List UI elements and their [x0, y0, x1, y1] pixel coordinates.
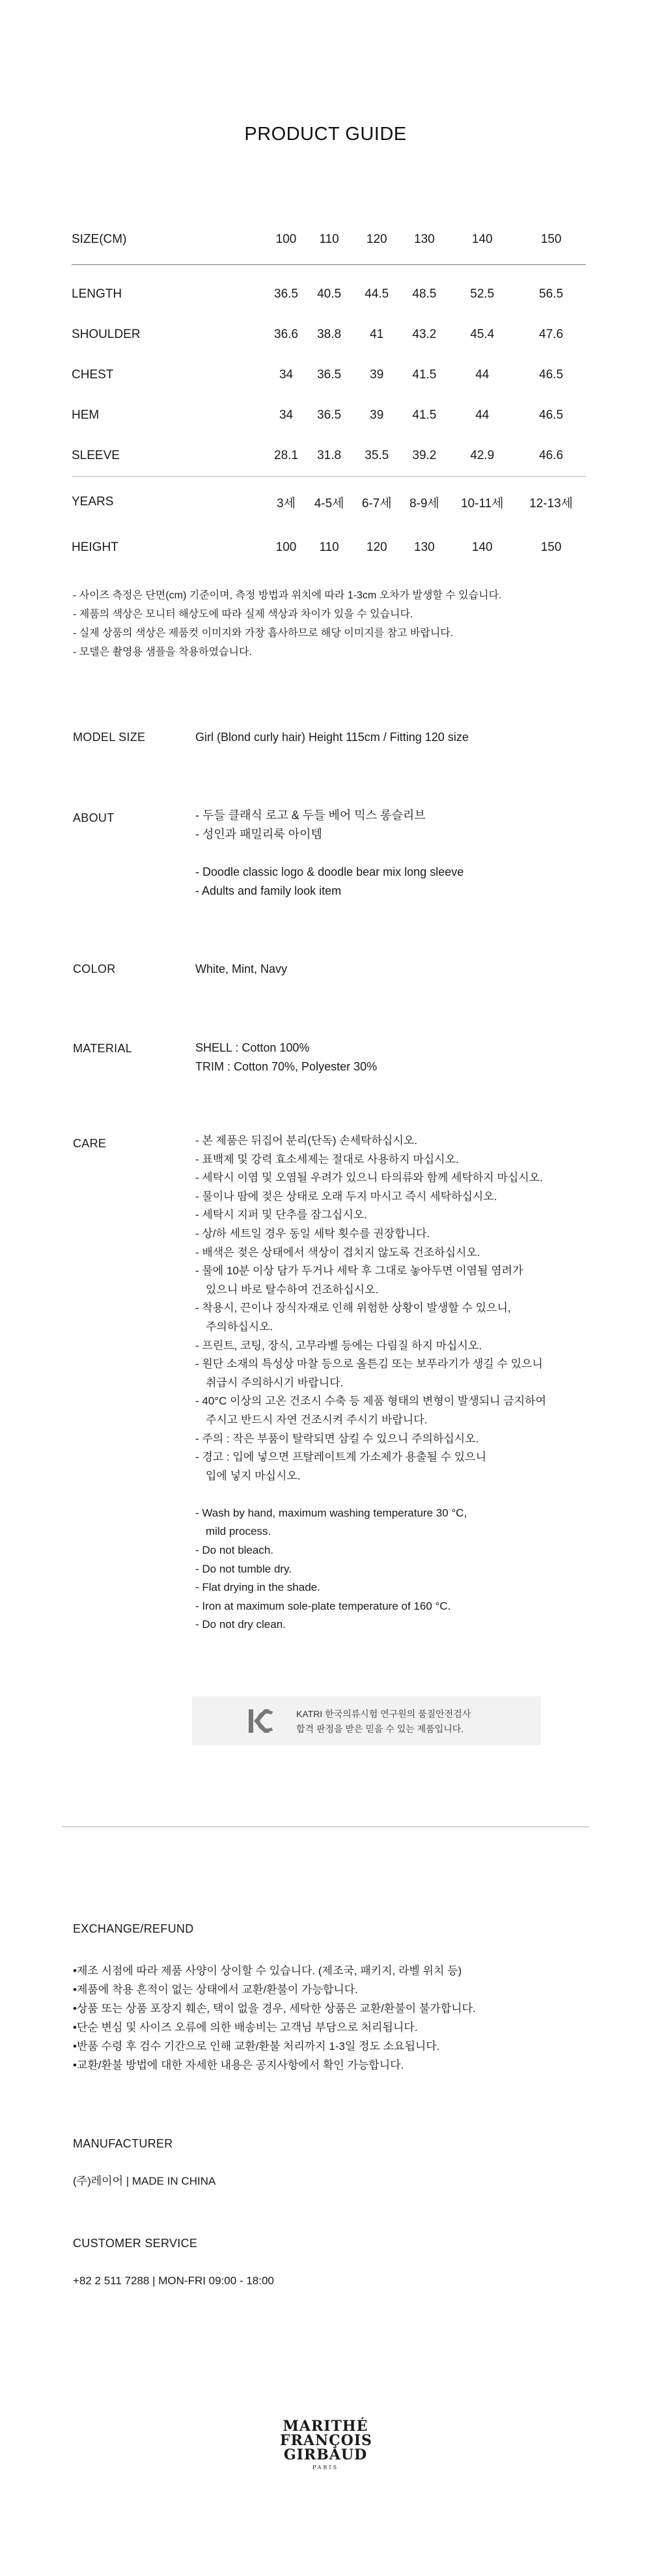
care-text: [195, 1132, 546, 1634]
table-row: [72, 265, 586, 315]
row-label: HEM: [72, 408, 100, 422]
table-cell: 56.5: [539, 287, 564, 301]
care-line: - 상/하 세트일 경우 동일 세탁 횟수를 권장합니다.: [195, 1227, 430, 1240]
care-line: - 표백제 및 강력 효소세제는 절대로 사용하지 마십시오.: [195, 1153, 459, 1166]
exchange-line: •제품에 착용 흔적이 없는 상태에서 교환/환불이 가능합니다.: [73, 1983, 358, 1996]
header-cell: 150: [516, 215, 586, 265]
note-line: - 실제 상품의 색상은 제품컷 이미지와 가장 흡사하므로 해당 이미지를 참고 바랍니다.: [73, 628, 454, 639]
color-value: White, Mint, Navy: [195, 962, 288, 975]
care-line: - 세탁시 지퍼 및 단추를 잠그십시오.: [195, 1209, 367, 1222]
spacer: [195, 844, 464, 863]
table-cell: 12-13세: [516, 477, 586, 528]
about-label: ABOUT: [73, 811, 115, 824]
table-row: [72, 477, 586, 528]
row-label: LENGTH: [72, 287, 122, 301]
katri-line: KATRI 한국의류시험 연구원의 품질안전검사: [296, 1709, 471, 1719]
table-cell: 35.5: [365, 449, 389, 462]
care-line: 입에 넣지 마십시오.: [206, 1469, 301, 1482]
care-line: - 본 제품은 뒤집어 분리(단독) 손세탁하십시오.: [195, 1134, 417, 1147]
table-row: [72, 395, 586, 436]
note-line: - 모델은 촬영용 샘플을 착용하였습니다.: [73, 647, 252, 658]
table-cell: 41: [370, 328, 384, 341]
care-line: - 주의 : 작은 부품이 탈락되면 삼킬 수 있으니 주의하십시오.: [195, 1432, 479, 1445]
header-cell: 110: [305, 215, 353, 265]
exchange-line: •교환/환불 방법에 대한 자세한 내용은 공지사항에서 확인 가능합니다.: [73, 2059, 404, 2071]
table-cell: 39: [370, 408, 384, 422]
table-row: [72, 527, 586, 568]
header-cell: SIZE(CM): [72, 215, 267, 265]
table-cell: 140: [471, 540, 493, 554]
row-label: HEIGHT: [72, 540, 118, 554]
material-text: [195, 1039, 377, 1076]
table-cell: 110: [319, 540, 339, 554]
table-cell: 100: [275, 540, 297, 554]
care-line: - Wash by hand, maximum washing temperature 30 °C,: [195, 1506, 467, 1519]
care-line: - Do not dry clean.: [195, 1618, 286, 1631]
material-line: SHELL : Cotton 100%: [195, 1041, 310, 1054]
page-title: PRODUCT GUIDE: [244, 124, 407, 145]
header-cell: 140: [448, 215, 516, 265]
brand-logo: [280, 2419, 371, 2471]
note-line: - 사이즈 측정은 단면(cm) 기준이며, 측정 방법과 위치에 따라 1-3cm 오차가 발생할 수 있습니다.: [73, 590, 502, 601]
color-label: COLOR: [73, 962, 116, 975]
care-line: 있으니 바로 탈수하여 건조하십시오.: [206, 1283, 379, 1296]
table-cell: 34: [279, 368, 294, 382]
exchange-line: •제조 시점에 따라 제품 사양이 상이할 수 있습니다. (제조국, 패키지, 라벨 위치 등): [73, 1965, 462, 1977]
exchange-title: EXCHANGE/REFUND: [73, 1922, 194, 1935]
table-cell: 4-5세: [305, 477, 353, 528]
header-cell: 120: [353, 215, 400, 265]
material-label: MATERIAL: [73, 1042, 133, 1055]
care-line: - 착용시, 끈이나 장식자재로 인해 위험한 상황이 발생할 수 있으니,: [195, 1302, 511, 1315]
care-line: - 경고 : 입에 넣으면 프탈레이트계 가소제가 용출될 수 있으니: [195, 1451, 487, 1464]
care-line: mild process.: [206, 1525, 271, 1538]
model-size-value: Girl (Blond curly hair) Height 115cm / Fitting 120 size: [195, 731, 469, 744]
table-cell: 130: [414, 540, 435, 554]
model-size-label: MODEL SIZE: [73, 731, 146, 744]
care-line: 주의하십시오.: [206, 1320, 273, 1333]
exchange-text: [73, 1961, 476, 2075]
table-cell: 39.2: [412, 449, 437, 462]
row-label: SHOULDER: [72, 328, 141, 341]
brand-line: PARIS: [312, 2465, 339, 2471]
customer-service-value: +82 2 511 7288 | MON-FRI 09:00 - 18:00: [73, 2275, 274, 2287]
header-cell: 100: [267, 215, 305, 265]
table-cell: 36.6: [274, 328, 298, 341]
row-label: SLEEVE: [72, 449, 120, 462]
care-line: - Do not tumble dry.: [195, 1562, 292, 1575]
table-cell: 44.5: [365, 287, 389, 301]
about-text: [195, 806, 464, 901]
table-cell: 44: [475, 408, 490, 422]
table-cell: 28.1: [274, 449, 298, 462]
katri-line: 합격 판정을 받은 믿을 수 있는 제품입니다.: [296, 1724, 464, 1734]
table-cell: 36.5: [317, 408, 342, 422]
brand-line: MARITHÉ: [283, 2418, 368, 2435]
table-cell: 36.5: [317, 368, 342, 382]
table-cell: 46.5: [539, 368, 564, 382]
material-line: TRIM : Cotton 70%, Polyester 30%: [195, 1060, 378, 1073]
care-line: - 물이나 땀에 젖은 상태로 오래 두지 마시고 즉시 세탁하십시오.: [195, 1190, 497, 1203]
table-cell: 36.5: [274, 287, 298, 301]
table-cell: 34: [279, 408, 294, 422]
table-cell: 38.8: [317, 328, 342, 341]
table-cell: 3세: [267, 477, 305, 528]
header-cell: 130: [400, 215, 448, 265]
table-cell: 41.5: [412, 408, 437, 422]
table-row: [72, 315, 586, 355]
care-line: - Iron at maximum sole-plate temperature of 160 °C.: [195, 1599, 451, 1612]
manufacturer-title: MANUFACTURER: [73, 2137, 173, 2150]
care-line: - 물에 10분 이상 담가 두거나 세탁 후 그대로 놓아두면 이염될 염려가: [195, 1265, 523, 1278]
care-line: - Flat drying in the shade.: [195, 1581, 320, 1594]
customer-service-title: CUSTOMER SERVICE: [73, 2237, 198, 2250]
table-cell: 120: [366, 540, 387, 554]
about-line: - Adults and family look item: [195, 884, 342, 897]
table-cell: 10-11세: [448, 477, 516, 528]
kc-mark-icon: [247, 1707, 273, 1735]
care-line: - 40°C 이상의 고온 건조시 수축 등 제품 형태의 변형이 발생되니 금지하여: [195, 1395, 546, 1408]
note-line: - 제품의 색상은 모니터 해상도에 따라 실제 색상과 차이가 있을 수 있습니다.: [73, 609, 413, 620]
table-cell: 46.5: [539, 408, 564, 422]
table-cell: 150: [540, 540, 562, 554]
exchange-line: •상품 또는 상품 포장지 훼손, 택이 없을 경우, 세탁한 상품은 교환/환불이 불가합니다.: [73, 2002, 476, 2015]
table-cell: 48.5: [412, 287, 437, 301]
care-line: - 배색은 젖은 상태에서 색상이 겹치지 않도록 건조하십시오.: [195, 1246, 480, 1259]
table-cell: 8-9세: [400, 477, 448, 528]
table-row: [72, 436, 586, 477]
table-cell: 39: [370, 368, 384, 382]
care-line: - 원단 소재의 특성상 마찰 등으로 올튼김 또는 보푸라기가 생길 수 있으니: [195, 1358, 543, 1371]
spacer: [195, 1485, 546, 1504]
table-cell: 47.6: [539, 328, 564, 341]
care-line: 주시고 반드시 자연 건조시켜 주시기 바랍니다.: [206, 1413, 428, 1426]
care-line: - 프린트, 코팅, 장식, 고무라벨 등에는 다림질 하지 마십시오.: [195, 1339, 482, 1352]
table-cell: 45.4: [470, 328, 495, 341]
katri-certification-box: [192, 1696, 541, 1745]
size-table: [72, 215, 586, 568]
table-cell: 31.8: [317, 449, 342, 462]
table-cell: 41.5: [412, 368, 437, 382]
care-line: - Do not bleach.: [195, 1544, 274, 1557]
table-cell: 43.2: [412, 328, 437, 341]
brand-line: GIRBAUD: [283, 2446, 368, 2463]
size-notes: [73, 586, 502, 662]
manufacturer-value: (주)레이어 | MADE IN CHINA: [73, 2175, 216, 2187]
table-row: [72, 355, 586, 395]
table-cell: 44: [475, 368, 490, 382]
table-cell: 42.9: [470, 449, 495, 462]
size-table-header: [72, 215, 586, 265]
about-line: - Doodle classic logo & doodle bear mix long sleeve: [195, 865, 464, 878]
care-line: - 세탁시 이염 및 오염될 우려가 있으니 타의류와 함께 세탁하지 마십시오.: [195, 1171, 543, 1184]
care-line: 취급시 주의하시기 바랍니다.: [206, 1376, 344, 1389]
exchange-line: •단순 변심 및 사이즈 오류에 의한 배송비는 고객님 부담으로 처리됩니다.: [73, 2021, 418, 2034]
row-label: YEARS: [72, 477, 267, 528]
exchange-line: •반품 수령 후 검수 기간으로 인해 교환/환불 처리까지 1-3일 정도 소요됩니다.: [73, 2040, 440, 2052]
table-cell: 6-7세: [353, 477, 400, 528]
row-label: CHEST: [72, 368, 114, 382]
table-cell: 40.5: [317, 287, 342, 301]
katri-text: [296, 1707, 471, 1737]
table-cell: 52.5: [470, 287, 495, 301]
care-label: CARE: [73, 1137, 107, 1150]
brand-line: FRANÇOIS: [280, 2432, 372, 2449]
about-line: - 두들 클래식 로고 & 두들 베어 믹스 롱슬리브: [195, 809, 426, 822]
table-cell: 46.6: [539, 449, 564, 462]
about-line: - 성인과 패밀리룩 아이템: [195, 828, 322, 841]
